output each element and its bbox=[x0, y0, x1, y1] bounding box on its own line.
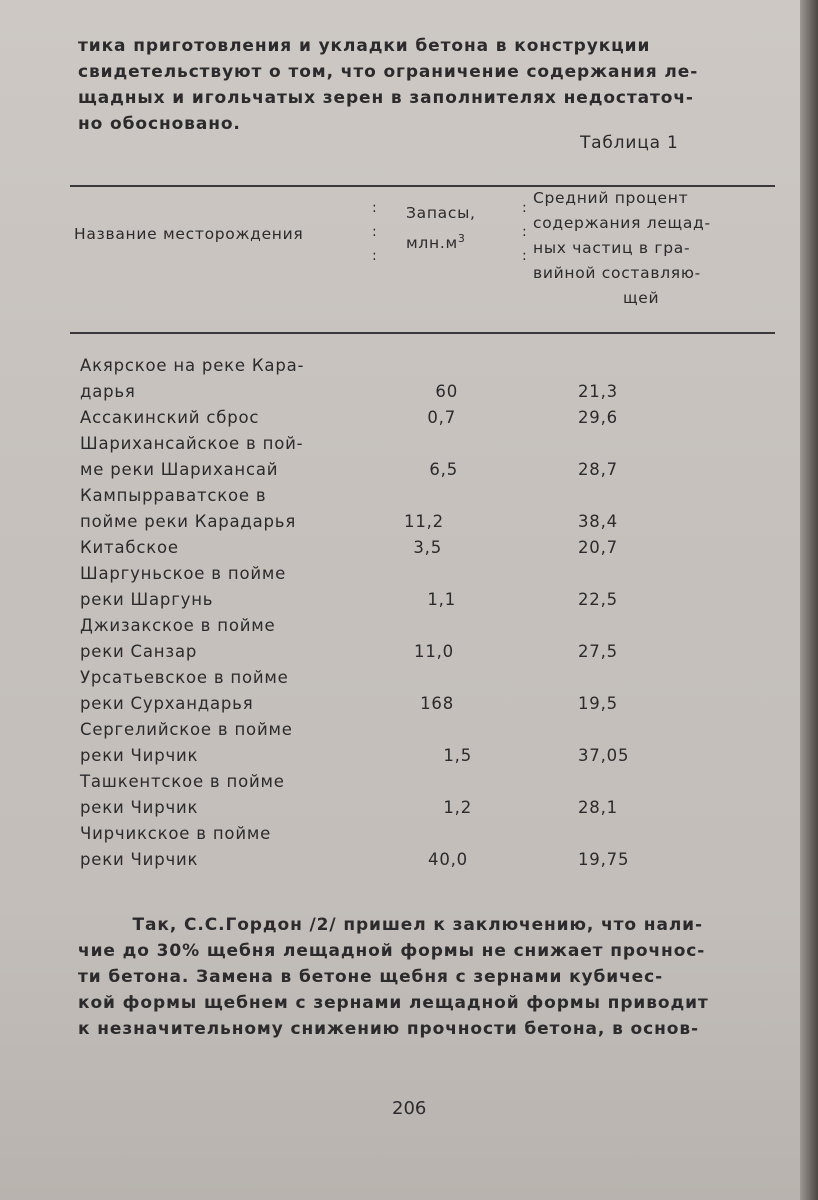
column-separator: : : : bbox=[372, 200, 377, 264]
table-row bbox=[0, 535, 800, 561]
text-line: кой формы щебнем с зернами лещадной формы приводит bbox=[78, 993, 709, 1013]
table-row bbox=[0, 821, 800, 873]
deposit-name: Акярское на реке Кара- дарья bbox=[80, 356, 305, 401]
table-header-rule bbox=[70, 332, 775, 334]
text-line: ти бетона. Замена в бетоне щебня с зернами кубичес- bbox=[78, 967, 664, 987]
header-percent-line: ных частиц в гра- bbox=[533, 239, 691, 257]
header-reserves-unit: млн.м bbox=[406, 234, 458, 253]
deposit-name: Ассакинский сброс bbox=[80, 408, 260, 427]
header-percent-line: вийной составляю- bbox=[533, 264, 701, 282]
header-percent bbox=[533, 186, 783, 311]
text-line: но обосновано. bbox=[78, 114, 241, 134]
reserves-cell: 40,0 bbox=[428, 850, 468, 869]
table-row bbox=[0, 483, 800, 535]
percent-cell: 27,5 bbox=[578, 642, 618, 661]
table-body bbox=[0, 353, 800, 873]
reserves-cell: 60 bbox=[435, 382, 458, 401]
reserves-cell: 11,0 bbox=[414, 642, 454, 661]
header-percent-line: содержания лещад- bbox=[533, 214, 711, 232]
reserves-cell: 1,2 bbox=[443, 798, 472, 817]
reserves-cell: 1,5 bbox=[443, 746, 472, 765]
reserves-cell: 168 bbox=[420, 694, 454, 713]
deposit-name: Урсатьевское в пойме реки Сурхандарья bbox=[80, 668, 289, 713]
percent-cell: 20,7 bbox=[578, 538, 618, 557]
table-row bbox=[0, 561, 800, 613]
percent-cell: 22,5 bbox=[578, 590, 618, 609]
book-edge-shadow bbox=[800, 0, 818, 1200]
deposit-name: Чирчикское в пойме реки Чирчик bbox=[80, 824, 272, 869]
reserves-cell: 11,2 bbox=[404, 512, 444, 531]
table-row bbox=[0, 769, 800, 821]
header-reserves-sup: 3 bbox=[457, 232, 466, 245]
deposit-name: Китабское bbox=[80, 538, 179, 557]
percent-cell: 28,1 bbox=[578, 798, 618, 817]
table-row bbox=[0, 353, 800, 405]
text-line: Так, С.С.Гордон /2/ пришел к заключению, что нали- bbox=[78, 915, 703, 935]
body-paragraph bbox=[78, 912, 768, 1042]
text-line: щадных и игольчатых зерен в заполнителях недостаточ- bbox=[78, 88, 694, 108]
intro-paragraph bbox=[78, 33, 768, 137]
percent-cell: 19,5 bbox=[578, 694, 618, 713]
table-row bbox=[0, 613, 800, 665]
reserves-cell: 1,1 bbox=[427, 590, 456, 609]
percent-cell: 21,3 bbox=[578, 382, 618, 401]
header-percent-line: щей bbox=[623, 289, 660, 307]
text-line: чие до 30% щебня лещадной формы не снижает прочнос- bbox=[78, 941, 706, 961]
text-line: к незначительному снижению прочности бетона, в основ- bbox=[78, 1019, 699, 1039]
table-label: Таблица 1 bbox=[580, 133, 679, 153]
header-reserves-label: Запасы, bbox=[406, 204, 476, 222]
header-percent-line: Средний процент bbox=[533, 189, 689, 207]
percent-cell: 38,4 bbox=[578, 512, 618, 531]
reserves-cell: 0,7 bbox=[427, 408, 456, 427]
deposit-name: Сергелийское в пойме реки Чирчик bbox=[80, 720, 293, 765]
text-line: свидетельствуют о том, что ограничение содержания ле- bbox=[78, 62, 699, 82]
deposit-name: Кампырраватское в пойме реки Карадарья bbox=[80, 486, 297, 531]
table-row bbox=[0, 665, 800, 717]
deposit-name: Джизакское в пойме реки Санзар bbox=[80, 616, 276, 661]
percent-cell: 28,7 bbox=[578, 460, 618, 479]
header-name: Название месторождения bbox=[74, 225, 304, 243]
column-separator: : : : bbox=[522, 200, 527, 264]
deposit-name: Шаргуньское в пойме реки Шаргунь bbox=[80, 564, 287, 609]
page-number: 206 bbox=[392, 1098, 427, 1119]
deposit-name: Ташкентское в пойме реки Чирчик bbox=[80, 772, 285, 817]
header-reserves bbox=[406, 201, 506, 256]
table-row bbox=[0, 431, 800, 483]
percent-cell: 37,05 bbox=[578, 746, 630, 765]
percent-cell: 19,75 bbox=[578, 850, 630, 869]
deposit-name: Шарихансайское в пой- ме реки Шарихансай bbox=[80, 434, 304, 479]
text-line: тика приготовления и укладки бетона в конструкции bbox=[78, 36, 651, 56]
percent-cell: 29,6 bbox=[578, 408, 618, 427]
table-row bbox=[0, 405, 800, 431]
reserves-cell: 6,5 bbox=[429, 460, 458, 479]
reserves-cell: 3,5 bbox=[413, 538, 442, 557]
table-row bbox=[0, 717, 800, 769]
